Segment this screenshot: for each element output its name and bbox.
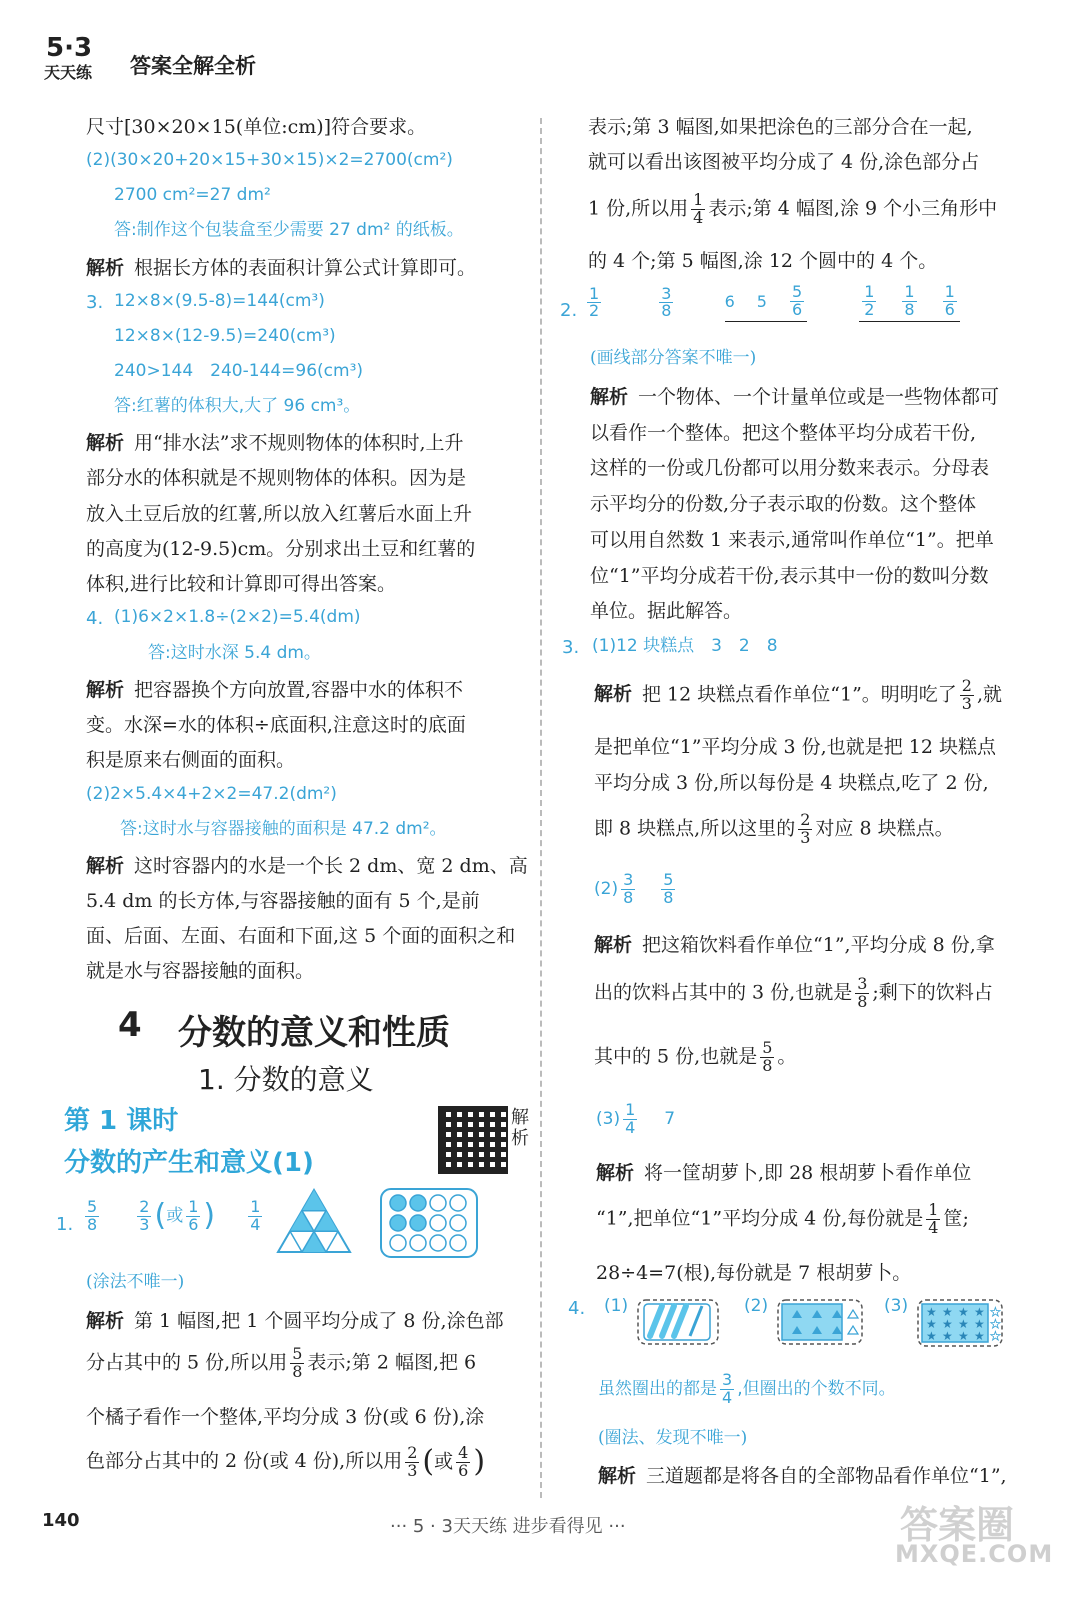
section-title: 1. 分数的意义 bbox=[198, 1063, 374, 1096]
explanation-line: 单位。据此解答。 bbox=[590, 600, 743, 622]
text-line: 尺寸[30×20×15(单位:cm)]符合要求。 bbox=[86, 116, 427, 138]
watermark-logo: 答案圈 bbox=[900, 1503, 1015, 1547]
answer-line: (2) $\frac{3}{8}$ $\frac{5}{8}$ bbox=[594, 870, 674, 907]
explanation-line: 就可以看出该图被平均分成了 4 份,涂色部分占 bbox=[588, 151, 980, 173]
svg-text:★: ★ bbox=[926, 1329, 937, 1343]
explanation-line: 示平均分的份数,分子表示取的份数。这个整体 bbox=[590, 493, 977, 515]
analysis-tag: 解析 bbox=[86, 855, 125, 877]
explanation-text: 根据长方体的表面积计算公式计算即可。 bbox=[134, 257, 477, 279]
header-title: 答案全解全析 bbox=[130, 54, 256, 78]
explanation-text: 第 1 幅图,把 1 个圆平均分成了 8 份,涂色部 bbox=[134, 1310, 504, 1332]
answer-label: (1) bbox=[604, 1296, 629, 1316]
answer-line: (2)(30×20+20×15+30×15)×2=2700(cm²) bbox=[86, 150, 453, 170]
explanation-line: 出的饮料占其中的 3 份,也就是 $\frac{3}{8}$ ;剩下的饮料占 bbox=[594, 974, 993, 1011]
fraction: $\frac{4}{6}$ bbox=[458, 1442, 469, 1480]
footer-slogan: ··· 5 · 3天天练 进步看得见 ··· bbox=[390, 1516, 626, 1537]
explanation-line: 变。水深=水的体积÷底面积,注意这时的底面 bbox=[86, 714, 466, 736]
fraction: $\frac{5}{8}$ bbox=[292, 1344, 303, 1381]
question-number: 4. bbox=[86, 608, 104, 629]
circles-figure bbox=[380, 1188, 478, 1258]
fraction: $\frac{1}{4}$ bbox=[250, 1196, 261, 1234]
explanation-line: 色部分占其中的 2 份(或 4 份),所以用 $\frac{2}{3}$ (或 $\frac{4}{6}$ ) bbox=[86, 1442, 486, 1480]
page-number: 140 bbox=[42, 1510, 80, 1531]
explanation-line: 就是水与容器接触的面积。 bbox=[86, 960, 315, 982]
answer-line: (1)6×2×1.8÷(2×2)=5.4(dm) bbox=[114, 607, 361, 627]
explanation-line bbox=[86, 855, 528, 878]
fraction: $\frac{2}{3}$ bbox=[407, 1442, 418, 1480]
explanation-line: 分占其中的 5 份,所以用 $\frac{5}{8}$ 表示;第 2 幅图,把 6 bbox=[86, 1344, 477, 1381]
fraction: $\frac{2}{3}$ bbox=[139, 1196, 150, 1234]
explanation-line: 平均分成 3 份,所以每份是 4 块糕点,吃了 2 份, bbox=[594, 772, 989, 794]
analysis-tag: 解析 bbox=[594, 683, 633, 706]
explanation-text: 这时容器内的水是一个长 2 dm、宽 2 dm、高 bbox=[134, 855, 528, 877]
answer-line: 12×8×(9.5-8)=144(cm³) bbox=[114, 291, 325, 311]
answer-line: (2)2×5.4×4+2×2=47.2(dm²) bbox=[86, 784, 337, 804]
fraction: $\frac{1}{4}$ bbox=[693, 190, 704, 227]
answer-line: 240>144 240-144=96(cm³) bbox=[114, 361, 364, 381]
answer-note: (圈法、发现不唯一) bbox=[598, 1428, 748, 1448]
explanation-line bbox=[86, 432, 463, 455]
question-number: 1. bbox=[56, 1214, 74, 1235]
explanation-text: 用“排水法”求不规则物体的体积时,上升 bbox=[134, 432, 464, 454]
question-number: 2. bbox=[560, 300, 578, 321]
explanation-line: 是把单位“1”平均分成 3 份,也就是把 12 块糕点 bbox=[594, 736, 996, 758]
question-number: 4. bbox=[568, 1298, 586, 1319]
watermark-url: MXQE.COM bbox=[895, 1540, 1054, 1568]
analysis-tag: 解析 bbox=[86, 432, 125, 454]
explanation-text: 把容器换个方向放置,容器中水的体积不 bbox=[134, 679, 464, 701]
explanation-line: 解析 一个物体、一个计量单位或是一些物体都可 bbox=[590, 386, 1000, 408]
chapter-number: 4 bbox=[118, 1005, 142, 1045]
explanation-line: 表示;第 3 幅图,如果把涂色的三部分合在一起, bbox=[588, 116, 973, 138]
svg-text:★: ★ bbox=[926, 1317, 937, 1331]
stars-figure bbox=[916, 1296, 1006, 1350]
answer-line: (3) $\frac{1}{4}$ 7 bbox=[596, 1100, 676, 1137]
answer-line: $\frac{1}{2}$ $\frac{3}{8}$ 6 5 $\frac{5}{6}$ $\frac{1}{2}$ $\frac{1}{8}$ $\frac{1}{6}$ bbox=[584, 284, 960, 322]
explanation-line: 积是原来右侧面的面积。 bbox=[86, 749, 296, 771]
explanation-line: “1”,把单位“1”平均分成 4 份,每份就是 $\frac{1}{4}$ 筐; bbox=[596, 1200, 969, 1237]
answer-note: (画线部分答案不唯一) bbox=[590, 348, 757, 368]
pencils-figure bbox=[636, 1296, 724, 1348]
explanation-line: 可以用自然数 1 来表示,通常叫作单位“1”。把单 bbox=[590, 529, 994, 551]
qr-code[interactable] bbox=[438, 1106, 508, 1174]
explanation-line: 解析 将一筐胡萝卜,即 28 根胡萝卜看作单位 bbox=[596, 1162, 972, 1184]
explanation-line: 位“1”平均分成若干份,表示其中一份的数叫分数 bbox=[590, 565, 989, 587]
explanation-line: 其中的 5 份,也就是 $\frac{5}{8}$ 。 bbox=[594, 1038, 797, 1075]
svg-text:★: ★ bbox=[990, 1329, 1001, 1343]
answer-line: $\frac{5}{8}$ $\frac{2}{3}$ (或 $\frac{1}{6}$ ) $\frac{1}{4}$ bbox=[87, 1196, 261, 1234]
explanation-line: 这样的一份或几份都可以用分数来表示。分母表 bbox=[590, 457, 990, 479]
explanation-line bbox=[86, 679, 463, 702]
question-number: 3. bbox=[86, 292, 104, 313]
triangles-figure bbox=[776, 1296, 866, 1348]
answer-line: 答:红薯的体积大,大了 96 cm³。 bbox=[114, 396, 361, 416]
question-number: 3. bbox=[562, 637, 580, 658]
answer-line: (1)12 块糕点 3 2 8 bbox=[592, 636, 778, 656]
explanation-line: 体积,进行比较和计算即可得出答案。 bbox=[86, 573, 397, 595]
lesson-title: 分数的产生和意义(1) bbox=[64, 1148, 314, 1178]
brand-logo bbox=[42, 30, 102, 82]
triangle-figure bbox=[276, 1188, 352, 1254]
analysis-tag: 解析 bbox=[86, 679, 125, 701]
svg-text:★: ★ bbox=[974, 1329, 985, 1343]
answer-line: 答:这时水与容器接触的面积是 47.2 dm²。 bbox=[120, 819, 447, 839]
analysis-tag: 解析 bbox=[596, 1162, 635, 1184]
explanation-line: 1 份,所以用 $\frac{1}{4}$ 表示;第 4 幅图,涂 9 个小三角形中 bbox=[588, 190, 998, 227]
svg-text:★: ★ bbox=[942, 1317, 953, 1331]
answer-label: (3) bbox=[884, 1296, 909, 1316]
analysis-tag: 解析 bbox=[86, 1310, 125, 1332]
analysis-tag: 解析 bbox=[594, 934, 633, 956]
svg-text:★: ★ bbox=[990, 1317, 1001, 1331]
answer-note: (涂法不唯一) bbox=[86, 1272, 185, 1292]
analysis-tag: 解析 bbox=[598, 1465, 637, 1487]
svg-text:★: ★ bbox=[958, 1305, 969, 1319]
svg-text:★: ★ bbox=[974, 1305, 985, 1319]
svg-text:★: ★ bbox=[958, 1329, 969, 1343]
explanation-line: 的 4 个;第 5 幅图,涂 12 个圆中的 4 个。 bbox=[588, 250, 938, 272]
answer-line: 答:这时水深 5.4 dm。 bbox=[148, 643, 321, 663]
explanation-line: 解析 把这箱饮料看作单位“1”,平均分成 8 份,拿 bbox=[594, 934, 995, 956]
chapter-title: 分数的意义和性质 bbox=[178, 1013, 450, 1053]
lesson-number: 第 1 课时 bbox=[64, 1106, 179, 1136]
explanation-line bbox=[86, 257, 476, 280]
explanation-line: 的高度为(12-9.5)cm。分别求出土豆和红薯的 bbox=[86, 538, 476, 560]
svg-text:5·3: 5·3 bbox=[46, 33, 93, 63]
explanation-line: 放入土豆后放的红薯,所以放入红薯后水面上升 bbox=[86, 503, 473, 525]
svg-text:★: ★ bbox=[942, 1305, 953, 1319]
analysis-tag: 解析 bbox=[590, 386, 629, 408]
svg-text:★: ★ bbox=[926, 1305, 937, 1319]
answer-label: (2) bbox=[744, 1296, 769, 1316]
explanation-line: 解析 三道题都是将各自的全部物品看作单位“1”, bbox=[598, 1465, 1007, 1487]
svg-text:★: ★ bbox=[942, 1329, 953, 1343]
answer-line: 答:制作这个包装盒至少需要 27 dm² 的纸板。 bbox=[114, 220, 464, 240]
explanation-line: 即 8 块糕点,所以这里的 $\frac{2}{3}$ 对应 8 块糕点。 bbox=[594, 810, 954, 847]
fraction: $\frac{5}{8}$ bbox=[87, 1196, 98, 1234]
explanation-line bbox=[86, 1310, 504, 1333]
explanation-line: 个橘子看作一个整体,平均分成 3 份(或 6 份),涂 bbox=[86, 1406, 485, 1428]
answer-line: 2700 cm²=27 dm² bbox=[114, 185, 271, 205]
explanation-line: 28÷4=7(根),每份就是 7 根胡萝卜。 bbox=[596, 1262, 912, 1284]
column-divider bbox=[540, 118, 542, 1498]
qr-label: 解析 bbox=[511, 1107, 529, 1149]
explanation-line: 以看作一个整体。把这个整体平均分成若干份, bbox=[590, 422, 977, 444]
svg-text:★: ★ bbox=[990, 1305, 1001, 1319]
answer-line: 虽然圈出的都是 $\frac{3}{4}$ ,但圈出的个数不同。 bbox=[598, 1370, 896, 1407]
svg-text:★: ★ bbox=[958, 1317, 969, 1331]
svg-text:天天练: 天天练 bbox=[44, 63, 93, 82]
fraction: $\frac{1}{6}$ bbox=[188, 1196, 199, 1234]
explanation-line: 面、后面、左面、右面和下面,这 5 个面的面积之和 bbox=[86, 925, 516, 947]
svg-text:★: ★ bbox=[974, 1317, 985, 1331]
explanation-line: 解析 把 12 块糕点看作单位“1”。明明吃了 $\frac{2}{3}$ ,就 bbox=[594, 676, 1003, 713]
answer-line: 12×8×(12-9.5)=240(cm³) bbox=[114, 326, 336, 346]
explanation-line: 5.4 dm 的长方体,与容器接触的面有 5 个,是前 bbox=[86, 890, 480, 912]
analysis-tag: 解析 bbox=[86, 257, 125, 279]
explanation-line: 部分水的体积就是不规则物体的体积。因为是 bbox=[86, 467, 467, 489]
